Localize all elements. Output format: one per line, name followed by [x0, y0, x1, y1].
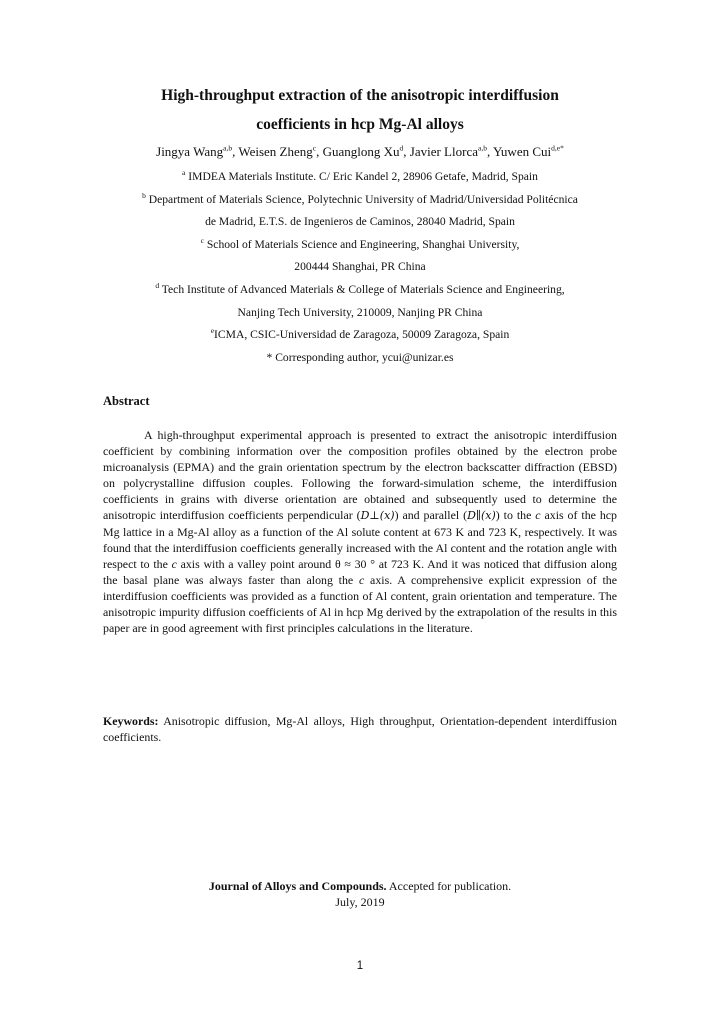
affiliation-d-line-1: $^d$ Tech Institute of Advanced Materials & College of Materials Science and Engineering, — [155, 281, 565, 296]
paper-title-line-1: High-throughput extraction of the anisotropic interdiffusion — [161, 87, 559, 104]
affiliation-b-line-2: de Madrid, E.T.S. de Ingenieros de Caminos, 28040 Madrid, Spain — [205, 215, 515, 229]
affiliations — [0, 166, 720, 369]
journal-status: Accepted for publication. — [386, 879, 512, 893]
affiliation-a: $^a$ IMDEA Materials Institute. C/ Eric Kandel 2, 28906 Getafe, Madrid, Spain — [182, 168, 538, 183]
page-number: 1 — [356, 960, 364, 972]
math-d-perp: D⊥(x) — [360, 509, 395, 522]
keywords-text: Anisotropic diffusion, Mg-Al alloys, High throughput, Orientation-dependent interdiffusion coefficients. — [103, 714, 617, 744]
abstract-heading: Abstract — [103, 394, 150, 408]
keywords — [103, 713, 617, 745]
author-4: Javier Llorca$^{a,b}$, — [409, 143, 493, 159]
affiliation-b-line-1: $^b$ Department of Materials Science, Polytechnic University of Madrid/Universidad Politécnica — [142, 190, 578, 206]
author-3: Guanglong Xu$^d$, — [322, 143, 410, 159]
keywords-label: Keywords: — [103, 714, 159, 728]
affiliation-c-line-2: 200444 Shanghai, PR China — [294, 260, 426, 274]
journal-name: Journal of Alloys and Compounds. — [208, 879, 387, 893]
author-5: Yuwen Cui$^{d,e*}$ — [492, 143, 564, 159]
journal-date: July, 2019 — [335, 895, 385, 909]
math-d-parallel: D∥(x) — [467, 509, 496, 522]
affiliation-e: $^e$ICMA, CSIC-Universidad de Zaragoza, 50009 Zaragoza, Spain — [210, 326, 510, 342]
author-2: Weisen Zheng$^c$, — [238, 143, 323, 159]
corresponding-author: * Corresponding author, ycui@unizar.es — [266, 350, 454, 364]
author-list — [0, 142, 720, 162]
author-1: Jingya Wang$^{a,b}$, — [156, 143, 239, 159]
affiliation-d-line-2: Nanjing Tech University, 210009, Nanjing PR China — [237, 305, 483, 319]
affiliation-c-line-1: $^c$ School of Materials Science and Engineering, Shanghai University, — [200, 235, 520, 251]
abstract-body: A high-throughput experimental approach is presented to extract the anisotropic interdiffusion coefficient by combining information over the composition profiles obtained by the electron probe microanalysis (EPMA) and the grain orientation spectrum by the electron backscatter diffraction (EBSD) on polycrystalline diffusion couples. Following the forward-simulation scheme, the interdiffusion coefficients in grains with diverse orientation are obtained and subsequently used to determine the anisotropic interdiffusion coefficients perpendicular (D⊥(x)) and parallel (D∥(x)) to the c axis of the hcp Mg lattice in a Mg-Al alloy as a function of the Al solute content at 673 K and 723 K, respectively. It was found that the interdiffusion coefficients generally increased with the Al content and the rotation angle with respect to the c axis with a valley point around θ ≈ 30 ° at 723 K. And it was noticed that diffusion along the basal plane was always faster than along the c axis. A comprehensive explicit expression of the interdiffusion coefficients was provided as a function of Al content, grain orientation and temperature. The anisotropic impurity diffusion coefficients of Al in hcp Mg derived by the extrapolation of the results in this paper are in good agreement with first principles calculations in the literature. — [103, 428, 618, 635]
paper-title-line-2: coefficients in hcp Mg-Al alloys — [256, 116, 464, 133]
journal-info — [0, 878, 720, 910]
